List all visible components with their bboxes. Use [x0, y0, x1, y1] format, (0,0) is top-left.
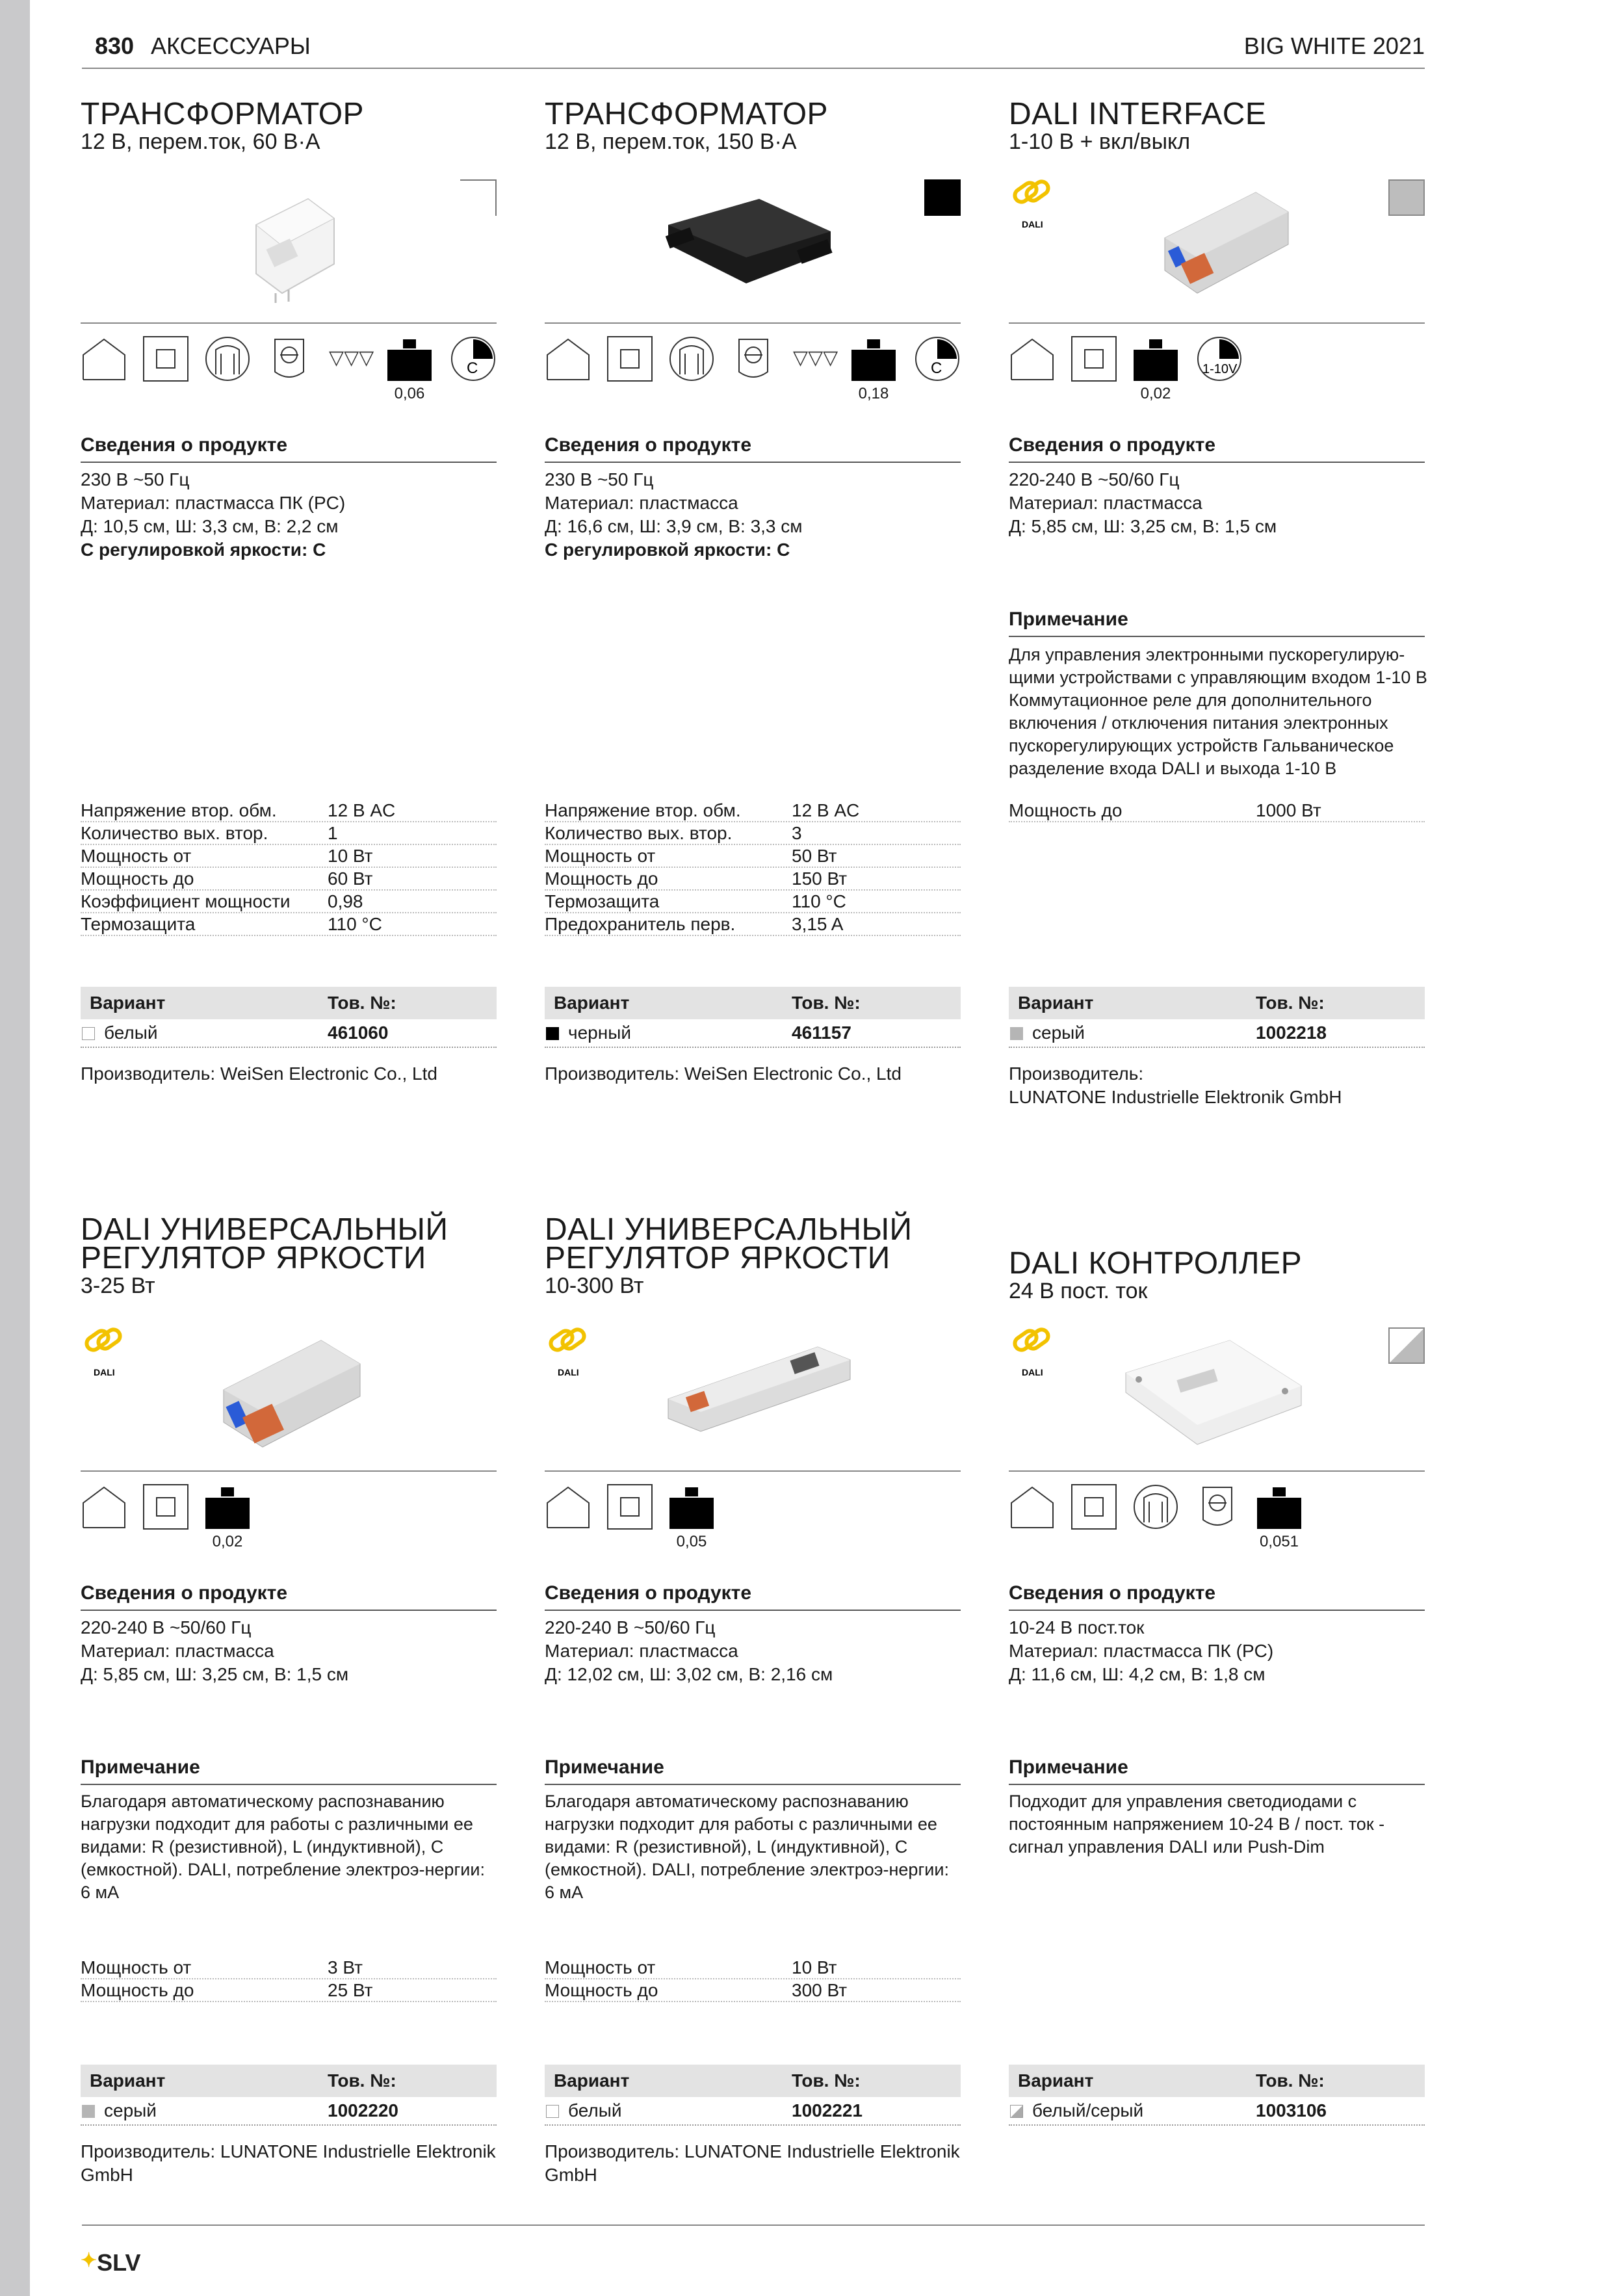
footer-divider: [82, 2224, 1425, 2226]
svg-text:▽▽▽: ▽▽▽: [329, 346, 374, 369]
product-info-title: Сведения о продукте: [1009, 1582, 1216, 1604]
svg-text:DALI: DALI: [558, 1367, 579, 1377]
weight-icon: [850, 335, 897, 382]
variant-header: Вариант Тов. №:: [545, 2065, 961, 2097]
info-line: Д: 11,6 см, Ш: 4,2 см, В: 1,8 см: [1009, 1664, 1266, 1684]
manufacturer: Производитель: WeiSen Electronic Co., Ltd: [545, 1063, 902, 1084]
variant-table: [1009, 987, 1425, 1048]
section-divider: [1009, 636, 1425, 637]
feature-icons: [545, 335, 961, 402]
fluorescent-lamp-icon: [1132, 1483, 1179, 1530]
feature-icons: [81, 1483, 497, 1550]
product-info-title: Сведения о продукте: [81, 1582, 288, 1604]
info-line: Д: 16,6 см, Ш: 3,9 см, В: 3,3 см: [545, 516, 803, 536]
fluorescent-lamp-icon: [668, 335, 715, 382]
color-swatch: [1388, 179, 1425, 216]
variant-row[interactable]: серый 1002220: [81, 2097, 497, 2126]
product-info: [545, 1616, 961, 1686]
svg-text:C: C: [931, 359, 942, 377]
spec-table: [81, 1957, 497, 2002]
spec-row: Мощность до 1000 Вт: [1009, 800, 1425, 822]
variant-row[interactable]: серый 1002218: [1009, 1019, 1425, 1048]
info-line: Д: 5,85 см, Ш: 3,25 см, В: 1,5 см: [81, 1664, 349, 1684]
color-square: [546, 2105, 559, 2118]
variant-table: [81, 2065, 497, 2126]
manufacturer: Производитель: WeiSen Electronic Co., Ltd: [81, 1063, 437, 1084]
section-divider: [81, 1784, 497, 1785]
dimming-info: С регулировкой яркости: C: [81, 540, 326, 560]
controller-image: [1119, 1334, 1308, 1451]
dali-interface-image: [1152, 186, 1295, 303]
page-number: 830: [95, 33, 135, 59]
color-swatch: [924, 179, 961, 216]
svg-text:DALI: DALI: [94, 1367, 115, 1377]
ballast-icon: [266, 335, 313, 382]
product-subtitle: 10-300 Вт: [545, 1273, 644, 1298]
spec-table: [545, 1957, 961, 2002]
weight-value: 0,06: [394, 385, 425, 402]
section-divider: [1009, 1784, 1425, 1785]
info-line: Д: 5,85 см, Ш: 3,25 см, В: 1,5 см: [1009, 516, 1277, 536]
product-title-block: [545, 97, 961, 154]
manufacturer: Производитель: LUNATONE Industrielle Elektronik GmbH: [81, 2141, 496, 2185]
svg-text:C: C: [467, 359, 478, 377]
variant-row[interactable]: белый/серый 1003106: [1009, 2097, 1425, 2126]
dimmer-icon: [1196, 335, 1243, 382]
dimmer-icon: [450, 335, 497, 382]
spec-row: Мощность до 150 Вт: [545, 868, 961, 891]
variant-row[interactable]: белый 1002221: [545, 2097, 961, 2126]
variant-row[interactable]: белый 461060: [81, 1019, 497, 1048]
dimming-info: С регулировкой яркости: C: [545, 540, 790, 560]
section-divider: [1009, 1610, 1425, 1611]
product-info-title: Сведения о продукте: [1009, 434, 1216, 456]
weight-value: 0,18: [858, 385, 889, 402]
color-square: [546, 1027, 559, 1040]
product-image-area: [1009, 166, 1425, 324]
product-image-area: [81, 1314, 497, 1472]
feature-icons: [545, 1483, 961, 1550]
house-icon: [545, 335, 591, 382]
manufacturer: Производитель: LUNATONE Industrielle Elektronik GmbH: [545, 2141, 960, 2185]
spec-table: [1009, 800, 1425, 822]
product-title-block: [81, 97, 497, 154]
manufacturer: [1009, 1062, 1431, 1109]
weight-value: 0,02: [212, 1533, 243, 1550]
dimmer-image: [211, 1331, 367, 1455]
product-title-block: [1009, 97, 1425, 154]
dali-logo-icon: [81, 1325, 133, 1377]
ballast-icon: [730, 335, 777, 382]
info-line: Материал: пластмасса ПК (PC): [1009, 1641, 1274, 1661]
section-divider: [545, 462, 961, 463]
product-info-title: Сведения о продукте: [545, 1582, 752, 1604]
variant-table: [81, 987, 497, 1048]
spec-row: Мощность от 50 Вт: [545, 845, 961, 868]
note-title: Примечание: [1009, 1756, 1128, 1778]
info-line: Материал: пластмасса ПК (PC): [81, 493, 346, 513]
variant-header: Вариант Тов. №:: [1009, 987, 1425, 1019]
product-info: [81, 468, 497, 562]
house-icon: [81, 1483, 127, 1530]
spec-row: Термозащита 110 °C: [545, 891, 961, 913]
protection-class-icon: [142, 1483, 189, 1530]
index-sidebar: [0, 0, 30, 2296]
spec-row: Мощность до 60 Вт: [81, 868, 497, 891]
svg-text:1-10V: 1-10V: [1202, 362, 1238, 376]
product-title: ТРАНСФОРМАТОР: [545, 97, 829, 131]
product-image-area: [81, 166, 497, 324]
info-line: Д: 10,5 см, Ш: 3,3 см, В: 2,2 см: [81, 516, 339, 536]
info-line: 230 В ~50 Гц: [81, 469, 190, 489]
slv-logo: ✦SLV: [81, 2249, 141, 2276]
feature-icons: [1009, 1483, 1425, 1550]
protection-class-icon: [1071, 1483, 1117, 1530]
note-text: Благодаря автоматическому распознаванию нагрузки подходит для работы с различными ее видами: R (резистивной), L (индуктивной), C (емкостной). DALI, потребление электроэ-нергии: 6 мА: [545, 1792, 949, 1902]
weight-icon: [668, 1483, 715, 1530]
product-info: [81, 1616, 497, 1686]
spec-table: [81, 800, 497, 936]
product-info-title: Сведения о продукте: [545, 434, 752, 456]
color-square: [82, 1027, 95, 1040]
weight-value: 0,02: [1140, 385, 1171, 402]
weight-icon: [204, 1483, 251, 1530]
dali-logo-icon: [1009, 177, 1061, 229]
protection-class-icon: [606, 1483, 653, 1530]
product-title: DALI INTERFACE: [1009, 97, 1267, 131]
transformer-image: [237, 186, 341, 303]
house-icon: [1009, 1483, 1056, 1530]
variant-row[interactable]: черный 461157: [545, 1019, 961, 1048]
note-title: Примечание: [545, 1756, 664, 1778]
product-title-line2: РЕГУЛЯТОР ЯРКОСТИ: [81, 1241, 426, 1275]
variant-table: [545, 987, 961, 1048]
product-title-line2: РЕГУЛЯТОР ЯРКОСТИ: [545, 1241, 890, 1275]
spec-row: Мощность от 10 Вт: [545, 1957, 961, 1979]
section-divider: [81, 462, 497, 463]
svg-text:DALI: DALI: [1022, 1367, 1043, 1377]
info-line: 230 В ~50 Гц: [545, 469, 654, 489]
protection-class-icon: [606, 335, 653, 382]
product-title: DALI КОНТРОЛЛЕР: [1009, 1246, 1303, 1281]
index-mark: A+: [30, 20, 59, 51]
product-subtitle: 12 В, перем.ток, 60 В·А: [81, 129, 320, 154]
info-line: Д: 12,02 см, Ш: 3,02 см, В: 2,16 см: [545, 1664, 833, 1684]
weight-icon: [1256, 1483, 1303, 1530]
note-title: Примечание: [1009, 608, 1128, 630]
spec-row: Мощность от 10 Вт: [81, 845, 497, 868]
note-text: Благодаря автоматическому распознаванию нагрузки подходит для работы с различными ее видами: R (резистивной), L (индуктивной), C (емкостной). DALI, потребление электроэ-нергии: 6 мА: [81, 1792, 485, 1902]
product-image-area: [545, 1314, 961, 1472]
spec-row: Термозащита 110 °C: [81, 913, 497, 936]
product-subtitle: 3-25 Вт: [81, 1273, 155, 1298]
mounting-surface-icon: [792, 335, 838, 382]
color-square: [82, 2105, 95, 2118]
section-divider: [81, 1610, 497, 1611]
info-line: Материал: пластмасса: [545, 493, 738, 513]
product-title-block: [81, 1212, 497, 1298]
spec-row: Количество вых. втор. 1: [81, 822, 497, 845]
feature-icons: [81, 335, 497, 402]
dimmer-image: [662, 1340, 857, 1438]
color-square: [1010, 2105, 1023, 2118]
catalog-title: BIG WHITE 2021: [1243, 33, 1425, 59]
info-line: 220-240 В ~50/60 Гц: [1009, 469, 1180, 489]
weight-value: 0,05: [676, 1533, 707, 1550]
product-info-title: Сведения о продукте: [81, 434, 288, 456]
product-info: [1009, 468, 1425, 538]
spec-table: [545, 800, 961, 936]
product-image-area: [1009, 1314, 1425, 1472]
svg-text:▽▽▽: ▽▽▽: [793, 346, 838, 369]
variant-table: [545, 2065, 961, 2126]
product-info: [545, 468, 961, 562]
info-line: 220-240 В ~50/60 Гц: [81, 1617, 252, 1637]
section-divider: [1009, 462, 1425, 463]
product-info: [1009, 1616, 1425, 1686]
product-subtitle: 1-10 В + вкл/выкл: [1009, 129, 1191, 154]
dimmer-icon: [914, 335, 961, 382]
product-title: DALI УНИВЕРСАЛЬНЫЙ: [545, 1212, 913, 1247]
color-square: [1010, 1027, 1023, 1040]
protection-class-icon: [1071, 335, 1117, 382]
weight-value: 0,051: [1259, 1533, 1299, 1550]
variant-header: Вариант Тов. №:: [1009, 2065, 1425, 2097]
spec-row: Напряжение втор. обм. 12 В AC: [81, 800, 497, 822]
product-image-area: [545, 166, 961, 324]
logo-star-icon: ✦: [81, 2250, 97, 2271]
house-icon: [1009, 335, 1056, 382]
variant-table: [1009, 2065, 1425, 2126]
product-title-block: [545, 1212, 961, 1298]
svg-text:DALI: DALI: [1022, 219, 1043, 229]
note-text: Подходит для управления светодиодами с постоянным напряжением 10-24 В / пост. ток - сигнал управления DALI или Push-Dim: [1009, 1792, 1385, 1857]
section-divider: [545, 1784, 961, 1785]
house-icon: [81, 335, 127, 382]
product-subtitle: 12 В, перем.ток, 150 В·А: [545, 129, 797, 154]
variant-header: Вариант Тов. №:: [545, 987, 961, 1019]
product-title: ТРАНСФОРМАТОР: [81, 97, 365, 131]
color-swatch: [1388, 1327, 1425, 1364]
color-swatch: [460, 179, 497, 216]
product-title-block: [1009, 1246, 1425, 1303]
info-line: Материал: пластмасса: [1009, 493, 1202, 513]
mounting-surface-icon: [328, 335, 374, 382]
info-line: 220-240 В ~50/60 Гц: [545, 1617, 716, 1637]
spec-row: Мощность до 25 Вт: [81, 1979, 497, 2002]
info-line: 10-24 В пост.ток: [1009, 1617, 1145, 1637]
info-line: Материал: пластмасса: [545, 1641, 738, 1661]
info-line: Материал: пластмасса: [81, 1641, 274, 1661]
header-divider: [82, 68, 1425, 69]
dali-logo-icon: [545, 1325, 597, 1377]
spec-row: Количество вых. втор. 3: [545, 822, 961, 845]
protection-class-icon: [142, 335, 189, 382]
manufacturer-name: LUNATONE Industrielle Elektronik GmbH: [1009, 1087, 1342, 1107]
section-title: АКСЕССУАРЫ: [151, 33, 311, 59]
feature-icons: [1009, 335, 1425, 402]
spec-row: Мощность от 3 Вт: [81, 1957, 497, 1979]
product-title: DALI УНИВЕРСАЛЬНЫЙ: [81, 1212, 448, 1247]
ballast-icon: [1194, 1483, 1241, 1530]
spec-row: Мощность до 300 Вт: [545, 1979, 961, 2002]
spec-row: Предохранитель перв. 3,15 A: [545, 913, 961, 936]
transformer-image: [662, 192, 844, 290]
weight-icon: [1132, 335, 1179, 382]
variant-header: Вариант Тов. №:: [81, 2065, 497, 2097]
section-divider: [545, 1610, 961, 1611]
spec-row: Коэффициент мощности 0,98: [81, 891, 497, 913]
note-title: Примечание: [81, 1756, 200, 1778]
product-subtitle: 24 В пост. ток: [1009, 1279, 1148, 1303]
spec-row: Напряжение втор. обм. 12 В AC: [545, 800, 961, 822]
dali-logo-icon: [1009, 1325, 1061, 1377]
variant-header: Вариант Тов. №:: [81, 987, 497, 1019]
manufacturer-label: Производитель:: [1009, 1063, 1144, 1084]
house-icon: [545, 1483, 591, 1530]
fluorescent-lamp-icon: [204, 335, 251, 382]
note-text: Для управления электронными пускорегулирую-щими устройствами с управляющим входом 1-10 В Коммутационное реле для дополнительного включения / отключения питания электронных пускорегулирующих устройств Гальваническое разделение входа DALI и выхода 1-10 В: [1009, 645, 1427, 778]
weight-icon: [386, 335, 433, 382]
